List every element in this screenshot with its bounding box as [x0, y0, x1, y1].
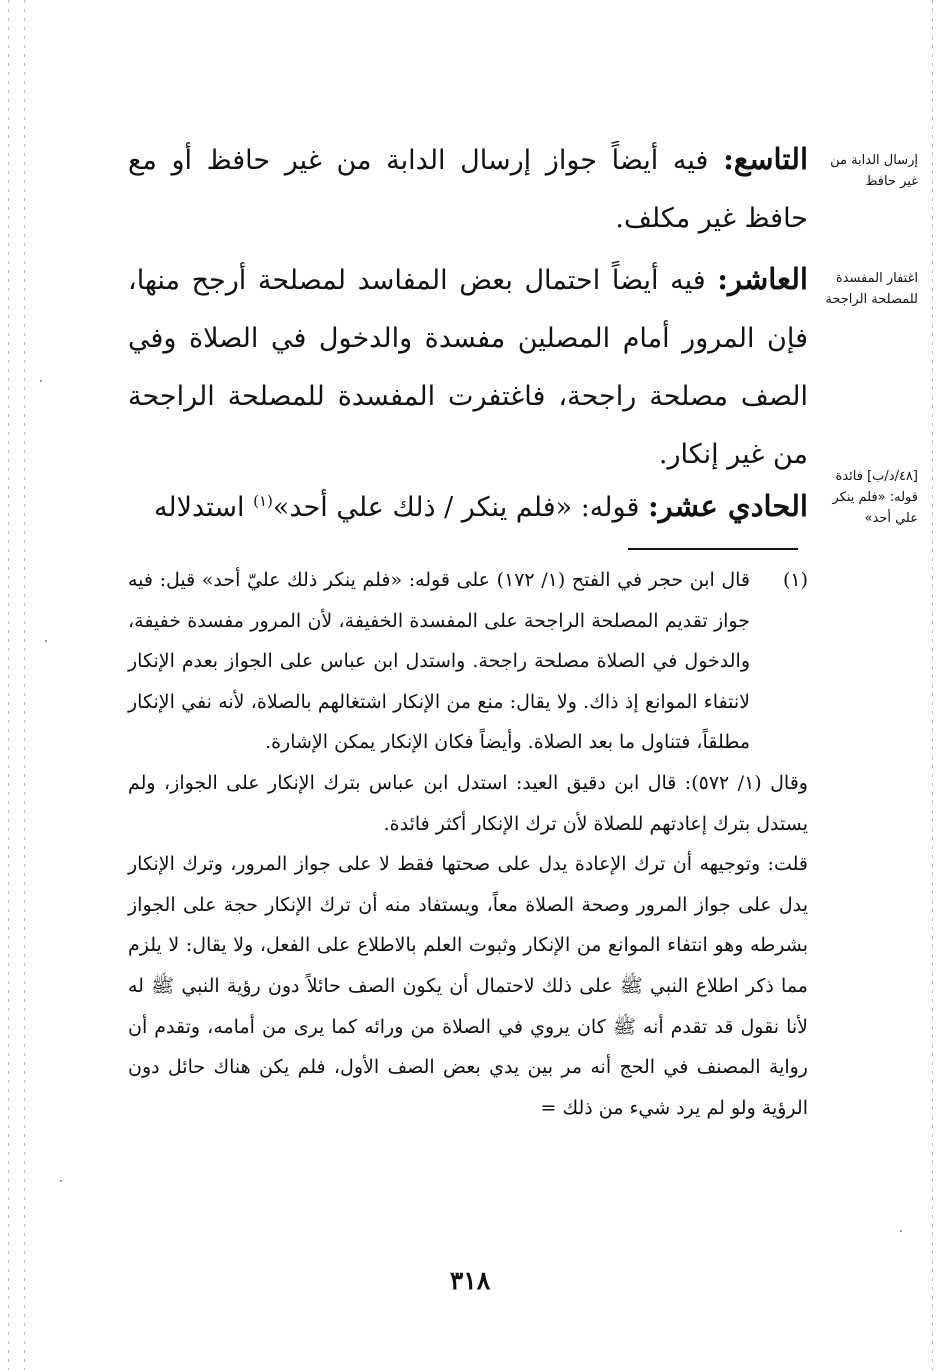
paragraph-tenth — [128, 250, 808, 484]
scan-speck — [40, 380, 42, 382]
footnote-text: قال ابن حجر في الفتح (١/ ١٧٢) على قوله: «فلم ينكر ذلك عليّ أحد» قيل: فيه جواز تقديم المصلحة الراجحة على المفسدة الخفيفة، لأن المرور مفسدة خفيفة، والدخول في الصلاة مصلحة راجحة. واستدل ابن عباس على الجواز بعدم الإنكار لانتفاء الموانع إذ ذاك. ولا يقال: منع من الإنكار اشتغالهم بالصلاة، لأنه نفي الإنكار مطلقاً، فتناول ما بعد الصلاة. وأيضاً فكان الإنكار يمكن الإشارة. — [128, 569, 750, 754]
paragraph-body: فيه أيضاً جواز إرسال الدابة من غير حافظ أو مع حافظ غير مكلف. — [128, 145, 808, 234]
scan-speck — [60, 1180, 62, 1182]
paragraph-ninth — [128, 130, 808, 248]
paragraph-lead: العاشر: — [717, 262, 808, 296]
scan-edge-line — [932, 0, 933, 1370]
scan-edge-line — [8, 0, 9, 1370]
scan-speck — [45, 640, 47, 642]
paragraph-eleventh — [128, 472, 808, 537]
footnote-section — [128, 560, 808, 1128]
margin-note-benefit: [٤٨/د/ب] فائدة قوله: «فلم ينكر علي أحد» — [832, 469, 918, 526]
footnote-paragraph: قلت: وتوجيهه أن ترك الإعادة يدل على صحتها فقط لا على جواز المرور، وترك الإنكار يدل على جواز المرور وصحة الصلاة معاً، ويستفاد منه أن ترك الإنكار حجة على الجواز بشرطه وهو انتفاء الموانع من الإنكار وثبوت العلم بالاطلاع على الفعل، ولا يقال: لا يلزم مما ذكر اطلاع النبي ﷺ على ذلك لاحتمال أن يكون الصف حائلاً دون رؤية النبي ﷺ له لأنا نقول قد تقدم أنه ﷺ كان يروي في الصلاة من ورائه كما يرى من أمامه، وتقدم أن رواية المصنف في الحج أنه مر بين يدي بعض الصف الأول، فلم يكن هناك حائل دون الرؤية ولو لم يرد شيء من ذلك = — [128, 853, 808, 1119]
paragraph-lead: التاسع: — [723, 142, 808, 176]
margin-note-animal: إرسال الدابة من غير حافظ — [830, 153, 918, 189]
footnote-paragraph — [128, 560, 808, 763]
footnote-paragraph: وقال (١/ ٥٧٢): قال ابن دقيق العيد: استدل ابن عباس بترك الإنكار على الجواز، ولم يستدل بترك إعادتهم للصلاة لأن ترك الإنكار أكثر فائدة. — [128, 771, 808, 835]
paragraph-body: فيه أيضاً احتمال بعض المفاسد لمصلحة أرجح منها، فإن المرور أمام المصلين مفسدة والدخول في الصلاة وفي الصف مصلحة راجحة، فاغتفرت المفسدة للمصلحة الراجحة من غير إنكار. — [128, 265, 808, 470]
margin-note-forgiven-harm: اغتفار المفسدة للمصلحة الراجحة — [825, 271, 918, 307]
page-number: ٣١٨ — [449, 1266, 491, 1295]
footnote-divider — [628, 548, 798, 550]
footnote-reference[interactable]: (١) — [253, 492, 273, 510]
footnote-marker: (١) — [782, 569, 808, 591]
scan-speck — [900, 1230, 902, 1232]
scan-edge-line — [24, 0, 25, 1370]
paragraph-tail: استدلاله — [153, 492, 254, 523]
paragraph-lead: الحادي عشر: — [647, 489, 808, 523]
paragraph-body: قوله: «فلم ينكر / ذلك علي أحد» — [272, 492, 648, 523]
